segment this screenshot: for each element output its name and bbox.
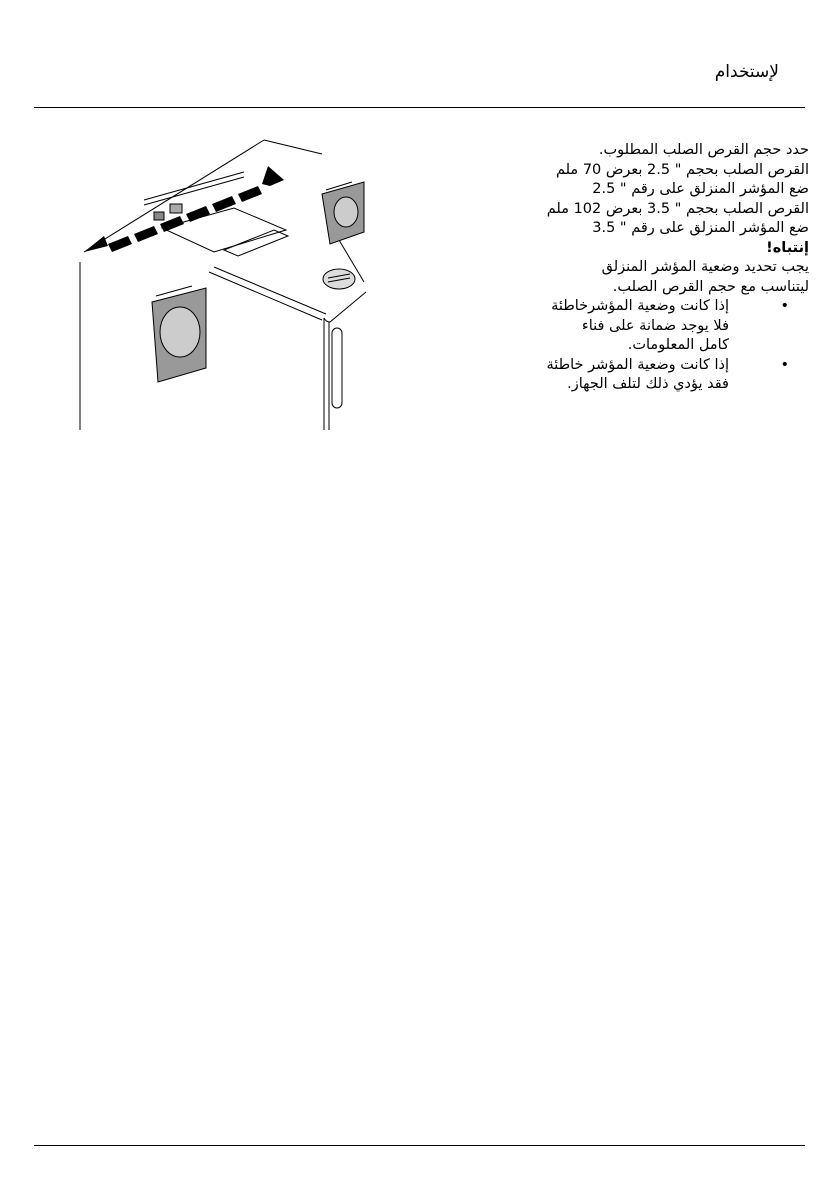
list-item (497, 356, 789, 395)
bullet-icon: • (780, 356, 789, 373)
instructions-block (479, 141, 809, 395)
list-item-text: فلا يوجد ضمانة على فناء (581, 317, 729, 334)
warning-list (479, 297, 809, 395)
position-25-text: ضع المؤشر المنزلق على رقم " 2.5 (592, 181, 809, 197)
size-35-text: القرص الصلب بحجم " 3.5 بعرض 102 ملم (546, 200, 809, 217)
bullet-icon: • (780, 298, 789, 314)
warning-text: يجب تحديد وضعية المؤشر المنزلق (601, 259, 809, 275)
header-divider (34, 107, 805, 108)
size-25-text: القرص الصلب بحجم " 2.5 بعرض 70 ملم (555, 161, 809, 178)
hard-drive-install-diagram-icon (74, 132, 374, 432)
list-item-text: إذا كانت وضعية المؤشر خاطئة (546, 356, 729, 373)
warning-text: ليتناسب مع حجم القرص الصلب. (612, 278, 809, 295)
intro-text: حدد حجم القرص الصلب المطلوب. (598, 142, 809, 158)
footer-divider (34, 1145, 805, 1146)
list-item-text: فقد يؤدي ذلك لتلف الجهاز. (567, 376, 729, 392)
list-item-text: كامل المعلومات. (627, 337, 729, 353)
list-item-text: إذا كانت وضعية المؤشرخاطئة (551, 298, 729, 314)
list-item (497, 297, 789, 356)
warning-title: إنتباه! (766, 239, 809, 256)
page-title: لإستخدام (714, 62, 779, 82)
position-35-text: ضع المؤشر المنزلق على رقم " 3.5 (592, 220, 809, 236)
